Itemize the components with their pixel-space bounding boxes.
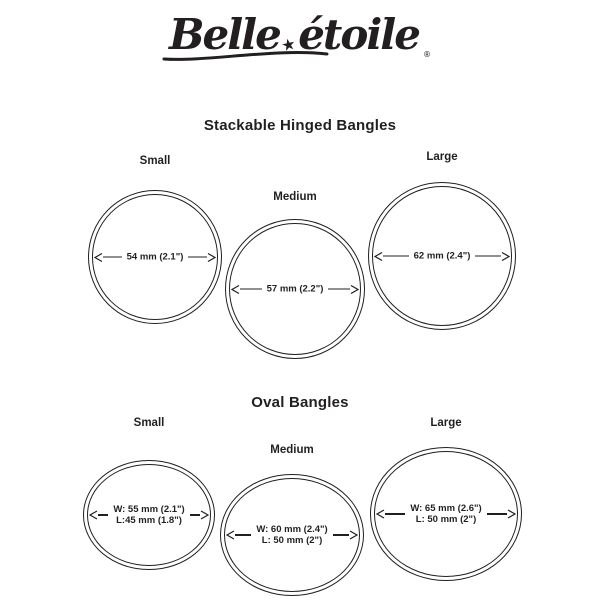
arrow-line <box>235 534 251 535</box>
measurement-line: 62 mm (2.4") <box>413 250 471 262</box>
measurement-text <box>251 524 332 546</box>
measurement-line-length: L: 50 mm (2") <box>261 535 323 546</box>
brand-name-part2: étoile <box>298 10 419 59</box>
size-label-medium: Medium <box>273 191 317 203</box>
width-arrow <box>89 504 209 526</box>
logo-underline-flourish <box>161 45 331 63</box>
diameter-arrow <box>231 284 359 295</box>
arrowhead-left-icon <box>231 284 240 294</box>
arrowhead-right-icon <box>207 252 216 262</box>
arrowhead-right-icon <box>501 251 510 261</box>
bangle-outer-ring <box>225 219 365 359</box>
measurement-text <box>262 284 329 295</box>
size-label-medium: Medium <box>270 444 314 456</box>
measurement-text <box>108 504 189 526</box>
measurement-line: 54 mm (2.1") <box>126 251 184 263</box>
diameter-arrow <box>94 252 216 263</box>
arrowhead-right-icon <box>200 510 209 520</box>
arrow-line <box>475 255 501 256</box>
brand-logo <box>0 10 600 59</box>
width-arrow <box>376 503 516 525</box>
arrow-line <box>240 288 262 289</box>
bangle-outer-ring <box>368 182 516 330</box>
size-label-small: Small <box>139 155 171 167</box>
bangle-stackable-large <box>368 151 516 330</box>
bangle-stackable-medium <box>225 191 365 359</box>
bangle-oval-large <box>370 417 522 581</box>
arrow-line <box>190 514 200 515</box>
arrow-line <box>103 256 122 257</box>
arrowhead-left-icon <box>94 252 103 262</box>
bangle-outer-ring <box>88 190 222 324</box>
arrow-line <box>333 534 349 535</box>
brand-name-part1: Belle <box>169 10 280 59</box>
arrowhead-left-icon <box>89 510 98 520</box>
arrowhead-left-icon <box>226 530 235 540</box>
measurement-line-length: L: 50 mm (2") <box>415 514 477 525</box>
registered-trademark-mark: ® <box>422 50 431 59</box>
bangle-outer-ring <box>220 474 364 596</box>
arrow-line <box>487 513 507 514</box>
measurement-line-length: L:45 mm (1.8") <box>116 515 182 526</box>
arrowhead-right-icon <box>350 284 359 294</box>
measurement-text <box>122 252 189 263</box>
bangle-oval-medium <box>220 444 364 596</box>
arrowhead-left-icon <box>376 509 385 519</box>
arrow-line <box>328 288 350 289</box>
measurement-text <box>409 251 476 262</box>
section-title-stackable-hinged: Stackable Hinged Bangles <box>203 117 397 134</box>
arrowhead-left-icon <box>374 251 383 261</box>
bangle-outer-ring <box>370 447 522 581</box>
section-title-oval: Oval Bangles <box>251 394 349 411</box>
bangle-outer-ring <box>83 460 215 570</box>
bangle-stackable-small <box>88 155 222 324</box>
brand-logo-lockup <box>169 10 431 59</box>
measurement-text <box>405 503 486 525</box>
measurement-line-width: W: 60 mm (2.4") <box>256 524 328 535</box>
width-arrow <box>226 524 358 546</box>
diameter-arrow <box>374 251 510 262</box>
arrowhead-right-icon <box>349 530 358 540</box>
measurement-line-width: W: 55 mm (2.1") <box>113 504 185 515</box>
bangle-oval-small <box>83 417 215 570</box>
size-label-small: Small <box>133 417 165 429</box>
measurement-line: 57 mm (2.2") <box>266 283 324 295</box>
arrow-line <box>383 255 409 256</box>
measurement-line-width: W: 65 mm (2.6") <box>410 503 482 514</box>
size-label-large: Large <box>426 151 458 163</box>
arrow-line <box>385 513 405 514</box>
star-icon: ★ <box>279 33 298 56</box>
arrowhead-right-icon <box>507 509 516 519</box>
size-label-large: Large <box>430 417 462 429</box>
arrow-line <box>188 256 207 257</box>
arrow-line <box>98 514 108 515</box>
